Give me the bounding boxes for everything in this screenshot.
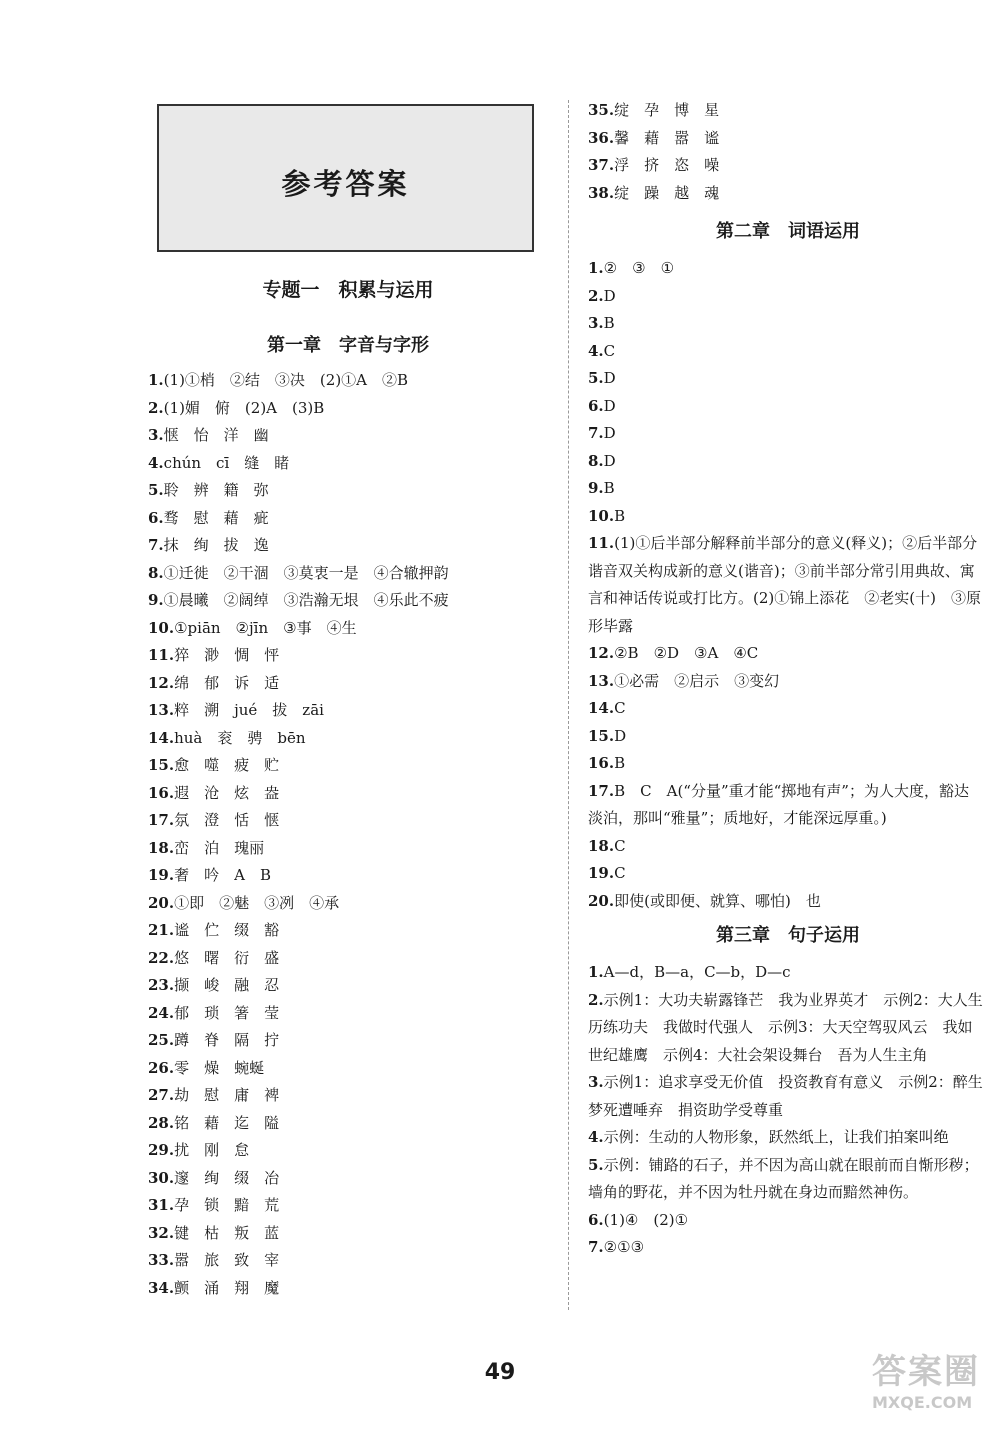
answer-item — [148, 917, 548, 945]
answer-item — [588, 97, 988, 125]
answer-item — [148, 1247, 548, 1275]
answer-number: 7. — [148, 536, 164, 554]
answer-text: B — [603, 314, 615, 332]
answer-text: ②①③ — [603, 1238, 645, 1256]
answer-text: 氛 澄 恬 惬 — [174, 811, 280, 829]
answer-item — [588, 475, 988, 503]
answer-text: ①piān ②jīn ③事 ④生 — [174, 618, 357, 637]
answer-number: 10. — [148, 618, 175, 637]
answer-item — [588, 640, 988, 668]
answer-text: ①即 ②魅 ③冽 ④承 — [174, 893, 340, 912]
answer-number: 31. — [148, 1196, 175, 1214]
answer-text: 劫 慰 庸 裨 — [174, 1086, 280, 1104]
answer-text: 馨 藉 嚣 谧 — [614, 128, 720, 147]
answer-text: D — [603, 451, 616, 470]
answer-number: 13. — [588, 671, 615, 690]
answer-item — [588, 1152, 983, 1207]
answer-item — [588, 393, 988, 421]
answer-text: 示例：铺路的石子，并不因为高山就在眼前而自惭形秽；墙角的野花，并不因为牡丹就在身边而黯然神伤。 — [588, 1155, 979, 1201]
chapter-heading: 第二章 词语运用 — [716, 221, 860, 242]
chapter-heading: 第三章 句子运用 — [716, 925, 860, 946]
answer-number: 21. — [148, 921, 175, 939]
answer-number: 7. — [588, 1238, 604, 1256]
answer-number: 5. — [148, 481, 164, 499]
answer-number: 14. — [148, 728, 175, 747]
answer-item — [148, 395, 548, 423]
answer-number: 32. — [148, 1223, 175, 1242]
answer-text: 抹 绚 拔 逸 — [163, 536, 269, 554]
answer-number: 11. — [148, 646, 175, 664]
answer-text: huà 衮 骋 bēn — [174, 728, 306, 747]
answer-text: B C A(“分量”重才能“掷地有声”；为人大度，豁达淡泊，那叫“雅量”；质地好，才能深远厚重。) — [588, 781, 969, 827]
watermark-logo — [872, 1352, 992, 1430]
answer-item — [588, 503, 988, 531]
answer-item — [588, 1124, 988, 1152]
answer-number: 16. — [148, 783, 175, 802]
answer-item — [588, 1207, 988, 1235]
answer-item — [148, 725, 548, 753]
answer-text: 粹 溯 jué 拔 zāi — [174, 701, 324, 719]
answer-number: 26. — [148, 1058, 175, 1077]
answer-item — [148, 587, 548, 615]
answer-item — [588, 420, 988, 448]
answer-number: 29. — [148, 1141, 175, 1159]
answer-item — [148, 945, 548, 973]
answer-text: D — [603, 286, 616, 305]
answer-number: 2. — [588, 286, 604, 305]
answer-number: 24. — [148, 1003, 175, 1022]
answer-text: 猝 渺 惆 怦 — [174, 646, 280, 664]
answer-number: 5. — [588, 1155, 604, 1174]
answer-text: 愈 噬 疲 贮 — [174, 756, 280, 774]
answer-number: 3. — [588, 314, 604, 332]
answer-item — [588, 310, 988, 338]
answer-number: 30. — [148, 1168, 175, 1187]
answer-number: 23. — [148, 976, 175, 994]
answer-text: (1)媚 俯 (2)A (3)B — [163, 398, 325, 417]
answer-list — [588, 255, 988, 915]
answer-item — [148, 1055, 548, 1083]
answer-item — [148, 670, 548, 698]
answer-item — [588, 695, 988, 723]
answer-text: 撷 峻 融 忍 — [174, 976, 280, 994]
answer-number: 14. — [588, 699, 615, 717]
answer-text: 惬 怡 洋 幽 — [163, 426, 269, 444]
answer-number: 9. — [148, 591, 164, 609]
answer-number: 20. — [588, 891, 615, 910]
answer-text: (1)①后半部分解释前半部分的意义(释义)；②后半部分谐音双关构成新的意义(谐音)；③前半部分常引用典故、寓言和神话传说或打比方。(2)①锦上添花 ②老实(十) ③原形毕露 — [588, 534, 981, 635]
answer-item — [148, 890, 548, 918]
answer-number: 4. — [588, 1128, 604, 1146]
answer-text: 即使(或即便、就算、哪怕) 也 — [614, 891, 821, 910]
answer-text: (1)④ (2)① — [603, 1210, 689, 1229]
answer-text: 零 燥 蜿蜒 — [174, 1058, 265, 1077]
title-box — [157, 104, 534, 252]
answer-text: ①迁徙 ②干涸 ③莫衷一是 ④合辙押韵 — [163, 563, 449, 582]
answer-number: 9. — [588, 479, 604, 497]
answer-number: 13. — [148, 701, 175, 719]
answer-item — [588, 888, 988, 916]
answer-text: 扰 刚 怠 — [174, 1141, 250, 1159]
answer-number: 15. — [148, 756, 175, 774]
answer-number: 28. — [148, 1113, 175, 1132]
answer-item — [588, 833, 988, 861]
answer-text: ①必需 ②启示 ③变幻 — [614, 671, 780, 690]
answer-item — [588, 365, 988, 393]
answer-list — [148, 367, 548, 1302]
answer-item — [588, 283, 988, 311]
answer-item — [588, 255, 988, 283]
answer-item — [148, 477, 548, 505]
answer-item — [148, 780, 548, 808]
answer-item — [148, 450, 548, 478]
answer-item — [588, 723, 988, 751]
answer-number: 15. — [588, 726, 615, 745]
answer-text: 示例：生动的人物形象，跃然纸上，让我们拍案叫绝 — [603, 1128, 949, 1146]
answer-item — [148, 1000, 548, 1028]
answer-text: ② ③ ① — [603, 259, 675, 277]
answer-item — [148, 642, 548, 670]
answer-text: 嚣 旅 致 宰 — [174, 1251, 280, 1269]
answer-number: 37. — [588, 156, 615, 174]
answer-text: 颤 涌 翔 魔 — [174, 1278, 280, 1297]
answer-text: 浮 挤 恣 噪 — [614, 156, 720, 174]
answer-number: 22. — [148, 948, 175, 967]
chapter-heading: 第一章 字音与字形 — [267, 335, 429, 356]
answer-item — [148, 697, 548, 725]
answer-text: ①晨曦 ②阔绰 ③浩瀚无垠 ④乐此不疲 — [163, 591, 449, 609]
answer-item — [588, 180, 988, 208]
answer-item — [588, 1234, 988, 1262]
answer-item — [148, 752, 548, 780]
answer-number: 10. — [588, 506, 615, 525]
answer-text: 奢 吟 A B — [174, 866, 271, 884]
answer-text: chún cī 缝 睹 — [163, 453, 290, 472]
answer-item — [588, 1069, 983, 1124]
answer-text: A—d，B—a，C—b，D—c — [603, 963, 791, 981]
answer-item — [588, 750, 988, 778]
answer-item — [588, 338, 988, 366]
answer-item — [148, 807, 548, 835]
page-title: 参考答案 — [281, 167, 410, 201]
answer-number: 17. — [148, 811, 175, 829]
answer-item — [588, 668, 988, 696]
answer-text: C — [614, 864, 626, 882]
answer-number: 3. — [148, 426, 164, 444]
answer-text: 郁 琐 箸 莹 — [174, 1003, 280, 1022]
answer-text: 示例1：追求享受无价值 投资教育有意义 示例2：醉生梦死遭唾弃 捐资助学受尊重 — [588, 1073, 983, 1119]
answer-item — [148, 1220, 548, 1248]
answer-number: 6. — [588, 396, 604, 415]
column-divider — [568, 100, 569, 1310]
answer-number: 36. — [588, 128, 615, 147]
answer-item — [588, 530, 983, 640]
answer-item — [148, 1027, 548, 1055]
answer-item — [148, 422, 548, 450]
answer-number: 12. — [148, 673, 175, 692]
answer-item — [148, 1082, 548, 1110]
answer-number: 1. — [588, 259, 604, 277]
answer-number: 8. — [588, 451, 604, 470]
answer-list — [588, 959, 988, 1262]
answer-text: 遐 沧 炫 盎 — [174, 783, 280, 802]
answer-number: 11. — [588, 534, 615, 552]
answer-number: 38. — [588, 183, 615, 202]
answer-item — [148, 1275, 548, 1303]
answer-number: 6. — [148, 508, 164, 527]
answer-number: 5. — [588, 369, 604, 387]
watermark-url: MXQE.COM — [872, 1393, 973, 1412]
answer-number: 20. — [148, 893, 175, 912]
answer-text: 键 枯 叛 蓝 — [174, 1223, 280, 1242]
answer-item — [148, 367, 548, 395]
answer-item — [148, 1137, 548, 1165]
answer-number: 1. — [588, 963, 604, 981]
answer-text: 邃 绚 缀 冶 — [174, 1168, 280, 1187]
answer-number: 4. — [148, 453, 164, 472]
answer-text: B — [614, 506, 626, 525]
answer-list — [588, 97, 988, 207]
answer-text: 绽 躁 越 魂 — [614, 183, 720, 202]
answer-item — [588, 860, 988, 888]
answer-text: B — [614, 754, 626, 772]
answer-number: 19. — [148, 866, 175, 884]
answer-item — [148, 1165, 548, 1193]
watermark-text: 答案圈 — [872, 1352, 980, 1392]
answer-text: D — [603, 424, 616, 442]
answer-number: 12. — [588, 644, 615, 662]
answer-text: C — [603, 341, 616, 360]
answer-text: C — [614, 836, 626, 855]
answer-number: 27. — [148, 1086, 175, 1104]
answer-item — [588, 125, 988, 153]
answer-number: 7. — [588, 424, 604, 442]
answer-number: 18. — [148, 838, 175, 857]
answer-text: ②B ②D ③A ④C — [614, 644, 759, 662]
answer-number: 3. — [588, 1073, 604, 1091]
answer-text: 绵 郁 诉 适 — [174, 673, 280, 692]
answer-item — [148, 560, 548, 588]
answer-text: 聆 辨 籍 弥 — [163, 481, 269, 499]
answer-number: 1. — [148, 371, 164, 389]
answer-item — [148, 505, 548, 533]
answer-text: 峦 泊 瑰丽 — [174, 838, 265, 857]
answer-item — [588, 778, 983, 833]
answer-item — [148, 615, 548, 643]
answer-text: B — [603, 479, 615, 497]
answer-number: 25. — [148, 1031, 175, 1049]
answer-number: 6. — [588, 1210, 604, 1229]
answer-text: 悠 曙 衍 盛 — [174, 948, 280, 967]
answer-item — [148, 862, 548, 890]
answer-text: 谧 伫 缀 豁 — [174, 921, 280, 939]
answer-text: 铭 藉 迄 隘 — [174, 1113, 280, 1132]
answer-item — [588, 959, 988, 987]
right-column — [588, 97, 988, 1262]
answer-item — [148, 972, 548, 1000]
answer-text: 骛 慰 藉 疵 — [163, 508, 269, 527]
answer-text: 绽 孕 博 星 — [614, 101, 720, 119]
answer-text: D — [603, 369, 616, 387]
answer-text: C — [614, 699, 626, 717]
topic-heading: 专题一 积累与运用 — [262, 279, 434, 301]
answer-number: 18. — [588, 836, 615, 855]
answer-number: 16. — [588, 754, 615, 772]
answer-item — [588, 152, 988, 180]
answer-number: 33. — [148, 1251, 175, 1269]
answer-item — [148, 1192, 548, 1220]
answer-item — [588, 987, 983, 1070]
answer-text: D — [603, 396, 616, 415]
page-number: 49 — [484, 1360, 516, 1385]
answer-number: 8. — [148, 563, 164, 582]
left-column — [148, 275, 548, 1302]
answer-text: 蹲 脊 隔 拧 — [174, 1031, 280, 1049]
answer-number: 34. — [148, 1278, 175, 1297]
answer-item — [148, 1110, 548, 1138]
answer-item — [148, 532, 548, 560]
answer-text: (1)①梢 ②结 ③决 (2)①A ②B — [163, 371, 409, 389]
answer-text: 孕 锁 黯 荒 — [174, 1196, 280, 1214]
answer-number: 19. — [588, 864, 615, 882]
answer-item — [588, 448, 988, 476]
answer-number: 2. — [588, 990, 604, 1009]
answer-item — [148, 835, 548, 863]
answer-number: 35. — [588, 101, 615, 119]
answer-text: D — [614, 726, 627, 745]
answer-text: 示例1：大功夫崭露锋芒 我为业界英才 示例2：大人生历练功夫 我做时代强人 示例3：大天空驾驭风云 我如世纪雄鹰 示例4：大社会架设舞台 吾为人生主角 — [588, 990, 983, 1064]
answer-number: 2. — [148, 398, 164, 417]
answer-number: 4. — [588, 341, 604, 360]
answer-number: 17. — [588, 781, 615, 800]
